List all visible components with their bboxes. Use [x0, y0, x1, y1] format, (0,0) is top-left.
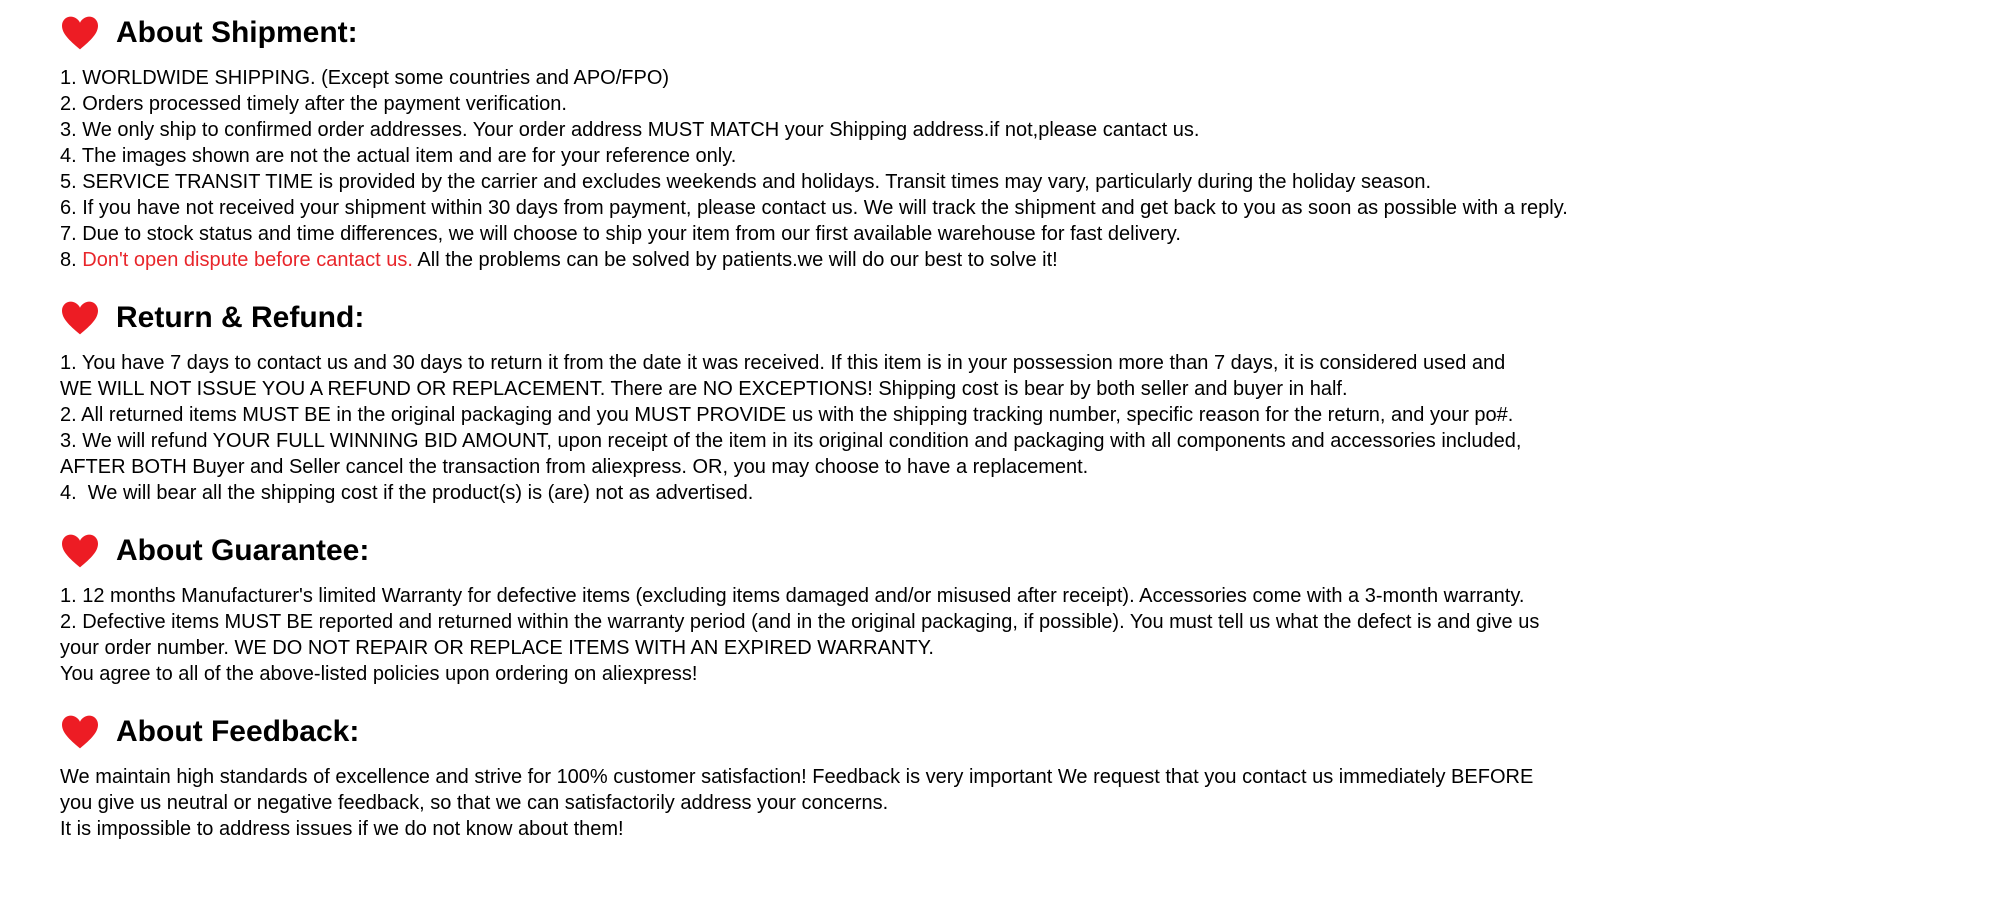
policy-line: 7. Due to stock status and time differences, we will choose to ship your item from our first available warehouse for fast delivery. — [60, 223, 1181, 245]
policy-line: 6. If you have not received your shipment within 30 days from payment, please contact us. We will track the shipment and get back to you as soon as possible with a reply. — [60, 197, 1568, 219]
policy-line: You agree to all of the above-listed policies upon ordering on aliexpress! — [60, 663, 698, 685]
section-heading-shipment — [60, 14, 2000, 52]
dispute-warning-text: Don't open dispute before cantact us. — [82, 249, 413, 271]
policy-line: your order number. WE DO NOT REPAIR OR REPLACE ITEMS WITH AN EXPIRED WARRANTY. — [60, 637, 934, 659]
policy-line: 4. The images shown are not the actual item and are for your reference only. — [60, 145, 737, 167]
policy-line: 3. We only ship to confirmed order addresses. Your order address MUST MATCH your Shipping address.if not,please cantact us. — [60, 119, 1200, 141]
section-heading-guarantee — [60, 532, 2000, 570]
section-heading-return-refund — [60, 299, 2000, 337]
heart-icon — [60, 714, 100, 750]
dispute-line-number: 8. — [60, 249, 83, 271]
policy-line: It is impossible to address issues if we do not know about them! — [60, 818, 624, 840]
policy-line: 1. WORLDWIDE SHIPPING. (Except some countries and APO/FPO) — [60, 67, 670, 89]
policy-line: We maintain high standards of excellence and strive for 100% customer satisfaction! Feedback is very important We request that you contact us immediately BEFORE — [60, 766, 1534, 788]
policy-line: you give us neutral or negative feedback, so that we can satisfactorily address your concerns. — [60, 792, 889, 814]
section-about-guarantee — [60, 532, 2000, 687]
section-return-refund — [60, 299, 2000, 506]
policy-line: WE WILL NOT ISSUE YOU A REFUND OR REPLACEMENT. There are NO EXCEPTIONS! Shipping cost is bear by both seller and buyer in half. — [60, 378, 1348, 400]
dispute-line-rest: All the problems can be solved by patients.we will do our best to solve it! — [412, 249, 1058, 271]
policy-line: 4. We will bear all the shipping cost if the product(s) is (are) not as advertised. — [60, 482, 754, 504]
section-title: About Guarantee: — [116, 534, 370, 567]
section-body-return-refund — [60, 350, 2000, 506]
policy-line-dispute — [60, 247, 2000, 273]
policy-line: 2. All returned items MUST BE in the original packaging and you MUST PROVIDE us with the shipping tracking number, specific reason for the return, and your po#. — [60, 404, 1514, 426]
section-body-feedback — [60, 764, 2000, 842]
policy-line: 3. We will refund YOUR FULL WINNING BID AMOUNT, upon receipt of the item in its original condition and packaging with all components and accessories included, — [60, 430, 1522, 452]
section-heading-feedback — [60, 713, 2000, 751]
policy-line: 5. SERVICE TRANSIT TIME is provided by the carrier and excludes weekends and holidays. Transit times may vary, particularly during the holiday season. — [60, 171, 1432, 193]
heart-icon — [60, 300, 100, 336]
heart-icon — [60, 15, 100, 51]
policy-line: 1. 12 months Manufacturer's limited Warranty for defective items (excluding items damaged and/or misused after receipt). Accessories come with a 3-month warranty. — [60, 585, 1525, 607]
section-about-shipment — [60, 14, 2000, 273]
section-body-shipment — [60, 65, 2000, 273]
section-about-feedback — [60, 713, 2000, 842]
policy-line: 1. You have 7 days to contact us and 30 days to return it from the date it was received. If this item is in your possession more than 7 days, it is considered used and — [60, 352, 1506, 374]
section-title: About Shipment: — [116, 16, 358, 49]
policy-line: 2. Orders processed timely after the payment verification. — [60, 93, 567, 115]
section-title: About Feedback: — [116, 715, 360, 748]
policy-line: AFTER BOTH Buyer and Seller cancel the transaction from aliexpress. OR, you may choose to have a replacement. — [60, 456, 1089, 478]
heart-icon — [60, 533, 100, 569]
policy-line: 2. Defective items MUST BE reported and returned within the warranty period (and in the original packaging, if possible). You must tell us what the defect is and give us — [60, 611, 1540, 633]
section-body-guarantee — [60, 583, 2000, 687]
section-title: Return & Refund: — [116, 301, 365, 334]
